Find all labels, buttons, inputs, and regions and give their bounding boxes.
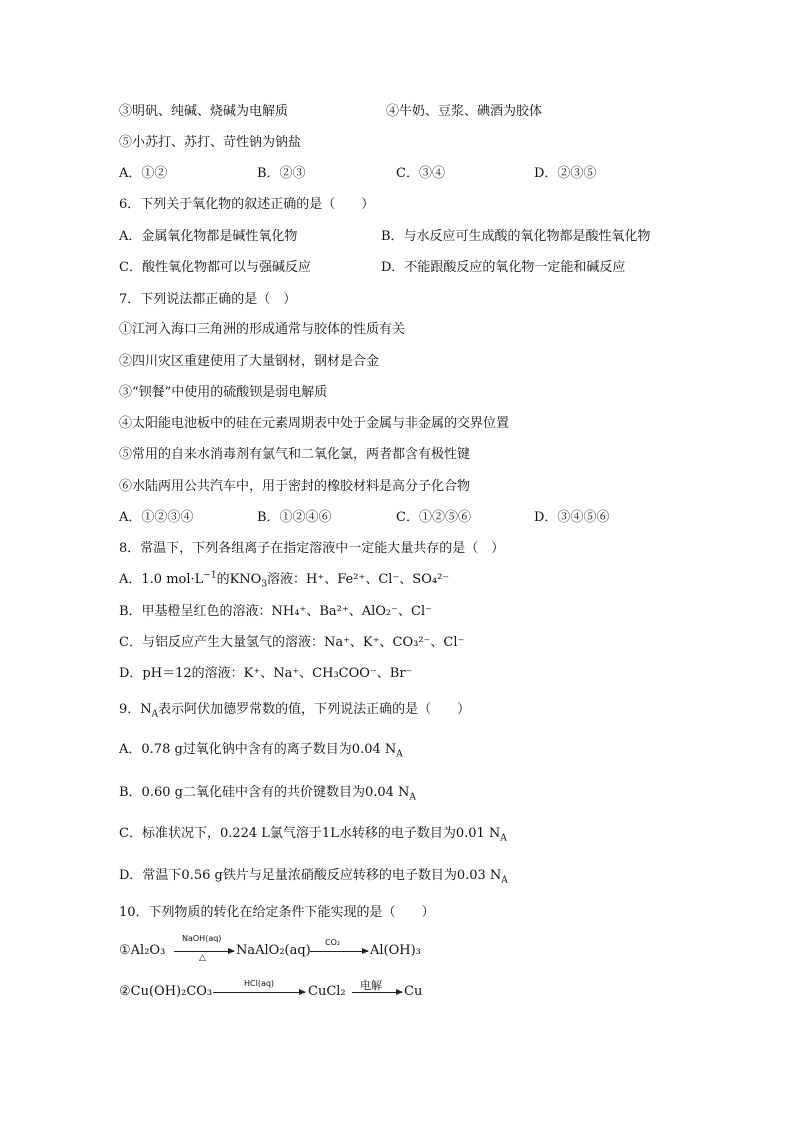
q5-item-3: ③明矾、纯碱、烧碱为电解质 xyxy=(119,104,289,119)
q5-item-4: ④牛奶、豆浆、碘酒为胶体 xyxy=(386,104,543,119)
q7-statement-3: ③“钡餐”中使用的硫酸钡是弱电解质 xyxy=(119,385,328,400)
q10-reaction2-arrow2 xyxy=(352,992,402,993)
q9-option-d xyxy=(119,868,508,884)
q8-option-b: B．甲基橙呈红色的溶液：NH₄⁺、Ba²⁺、AlO₂⁻、Cl⁻ xyxy=(119,604,432,619)
q6-option-d: D．不能跟酸反应的氧化物一定能和碱反应 xyxy=(381,260,626,275)
q7-statement-2: ②四川灾区重建使用了大量钢材，钢材是合金 xyxy=(119,354,380,369)
q6-option-c: C．酸性氧化物都可以与强碱反应 xyxy=(119,260,311,275)
q7-statement-1: ①江河入海口三角洲的形成通常与胶体的性质有关 xyxy=(119,322,406,337)
q10-reaction2-end: Cu xyxy=(404,984,423,999)
q10-stem: 10．下列物质的转化在给定条件下能实现的是（ ） xyxy=(119,905,435,920)
q6-stem: 6．下列关于氧化物的叙述正确的是（ ） xyxy=(119,197,375,212)
q9-stem-text: 表示阿伏加德罗常数的值，下列说法正确的是（ ） xyxy=(158,702,471,717)
q8-a-subscript: 3 xyxy=(261,579,268,590)
q8-a-prefix: A．1.0 mol·L xyxy=(119,572,204,587)
q9-c-sub: A xyxy=(500,833,507,844)
q10-reaction2-arrow1 xyxy=(213,992,305,993)
q9-b-sub: A xyxy=(409,792,416,803)
q10-reaction1-condition2: CO₂ xyxy=(325,938,341,947)
q8-option-c: C．与铝反应产生大量氢气的溶液：Na⁺、K⁺、CO₃²⁻、Cl⁻ xyxy=(119,635,465,650)
q8-a-middle: 的KNO xyxy=(216,572,262,587)
q7-option-d: D．③④⑤⑥ xyxy=(534,510,610,525)
q5-option-c: C．③④ xyxy=(396,166,445,181)
q7-option-a: A．①②③④ xyxy=(119,510,194,525)
q7-statement-5: ⑤常用的自来水消毒剂有氯气和二氧化氯，两者都含有极性键 xyxy=(119,447,471,462)
q8-a-superscript: −1 xyxy=(203,570,217,581)
q9-stem-a: A xyxy=(151,709,159,720)
q10-reaction1-middle: NaAlO₂(aq) xyxy=(236,943,311,958)
q10-reaction2-condition2: 电解 xyxy=(360,979,382,992)
q7-statement-6: ⑥水陆两用公共汽车中，用于密封的橡胶材料是高分子化合物 xyxy=(119,479,471,494)
q9-stem-n: N xyxy=(140,702,152,717)
q9-option-c xyxy=(119,826,507,842)
q10-reaction1-arrow2 xyxy=(310,951,368,952)
q9-stem xyxy=(119,702,470,718)
q8-a-ions: 溶液：H⁺、Fe²⁺、Cl⁻、SO₄²⁻ xyxy=(267,572,450,587)
q9-a-text: A．0.78 g过氧化钠中含有的离子数目为0.04 N xyxy=(119,742,397,757)
q10-reaction1-condition1: NaOH(aq) xyxy=(182,934,222,943)
q10-reaction2-condition1: HCl(aq) xyxy=(244,979,275,988)
q9-stem-number: 9． xyxy=(119,702,141,717)
q9-c-text: C．标准状况下，0.224 L氯气溶于1L水转移的电子数目为0.01 N xyxy=(119,826,501,841)
q5-option-a: A．①② xyxy=(119,166,168,181)
q8-option-a xyxy=(119,572,449,588)
q6-option-b: B．与水反应可生成酸的氧化物都是酸性氧化物 xyxy=(381,229,651,244)
q5-option-d: D．②③⑤ xyxy=(534,166,597,181)
q8-stem: 8．常温下，下列各组离子在指定溶液中一定能大量共存的是（ ） xyxy=(119,541,505,556)
q8-option-d: D．pH＝12的溶液：K⁺、Na⁺、CH₃COO⁻、Br⁻ xyxy=(119,666,413,681)
q10-reaction2-middle: CuCl₂ xyxy=(308,984,346,999)
q5-item-5: ⑤小苏打、苏打、苛性钠为钠盐 xyxy=(119,135,302,150)
q10-reaction1-heat: △ xyxy=(199,953,206,963)
q7-option-c: C．①②⑤⑥ xyxy=(396,510,471,525)
q6-option-a: A．金属氧化物都是碱性氧化物 xyxy=(119,229,298,244)
q5-option-b: B．②③ xyxy=(257,166,306,181)
q9-a-sub: A xyxy=(396,749,403,760)
q9-b-text: B．0.60 g二氧化硅中含有的共价键数目为0.04 N xyxy=(119,785,410,800)
q10-reaction2-start: ②Cu(OH)₂CO₃ xyxy=(119,984,213,999)
q7-option-b: B．①②④⑥ xyxy=(257,510,332,525)
q9-d-text: D．常温下0.56 g铁片与足量浓硝酸反应转移的电子数目为0.03 N xyxy=(119,868,502,883)
q10-reaction1-start: ①Al₂O₃ xyxy=(119,943,166,958)
q7-stem: 7．下列说法都正确的是（ ） xyxy=(119,292,297,307)
q9-d-sub: A xyxy=(501,875,508,886)
q10-reaction1-end: Al(OH)₃ xyxy=(370,943,421,958)
q9-option-a xyxy=(119,742,403,758)
q10-reaction1-arrow1 xyxy=(174,951,234,952)
q9-option-b xyxy=(119,785,416,801)
q7-statement-4: ④太阳能电池板中的硅在元素周期表中处于金属与非金属的交界位置 xyxy=(119,416,510,431)
